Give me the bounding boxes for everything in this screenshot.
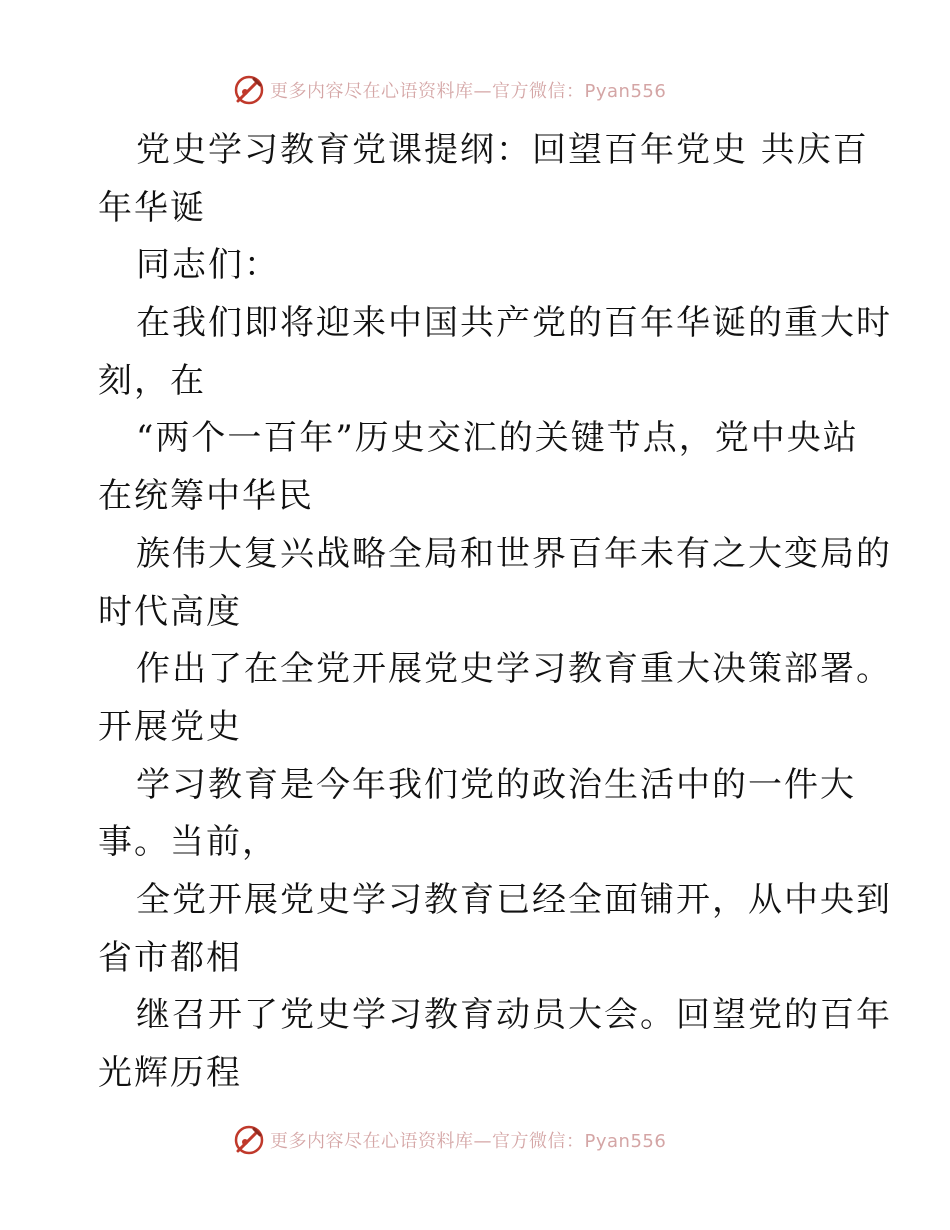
watermark-footer [232,1122,666,1158]
text-line: 在我们即将迎来中国共产党的百年华诞的重大时 [136,303,892,344]
text-line: 刻，在 [98,360,206,401]
text-line: 全党开展党史学习教育已经全面铺开，从中央到 [136,879,892,920]
text-line: 省市都相 [98,937,242,978]
text-line: 学习教育是今年我们党的政治生活中的一件大 [136,764,856,805]
text-line: 作出了在全党开展党史学习教育重大决策部署。 [136,649,892,690]
watermark-text: 更多内容尽在心语资料库—官方微信：Pyan556 [270,81,667,102]
text-line: 继召开了党史学习教育动员大会。回望党的百年 [136,995,892,1036]
text-line: 事。当前， [98,822,278,863]
text-line: 光辉历程 [98,1053,242,1093]
watermark-header [232,72,666,108]
title-line: 党史学习教育党课提纲：回望百年党史 共庆百 [136,130,869,170]
watermark-text: 更多内容尽在心语资料库—官方微信：Pyan556 [270,1131,667,1152]
pen-logo-icon [232,73,266,107]
document-body [98,122,892,1103]
text-line: 族伟大复兴战略全局和世界百年未有之大变局的 [136,533,892,574]
title-line: 年华诞 [98,187,206,228]
pen-logo-icon [232,1123,266,1157]
text-line: 时代高度 [98,591,242,632]
text-line: 开展党史 [98,706,242,747]
text-line: “两个一百年”历史交汇的关键节点，党中央站 [136,418,859,459]
salutation: 同志们： [136,245,280,286]
text-line: 在统筹中华民 [98,476,314,517]
